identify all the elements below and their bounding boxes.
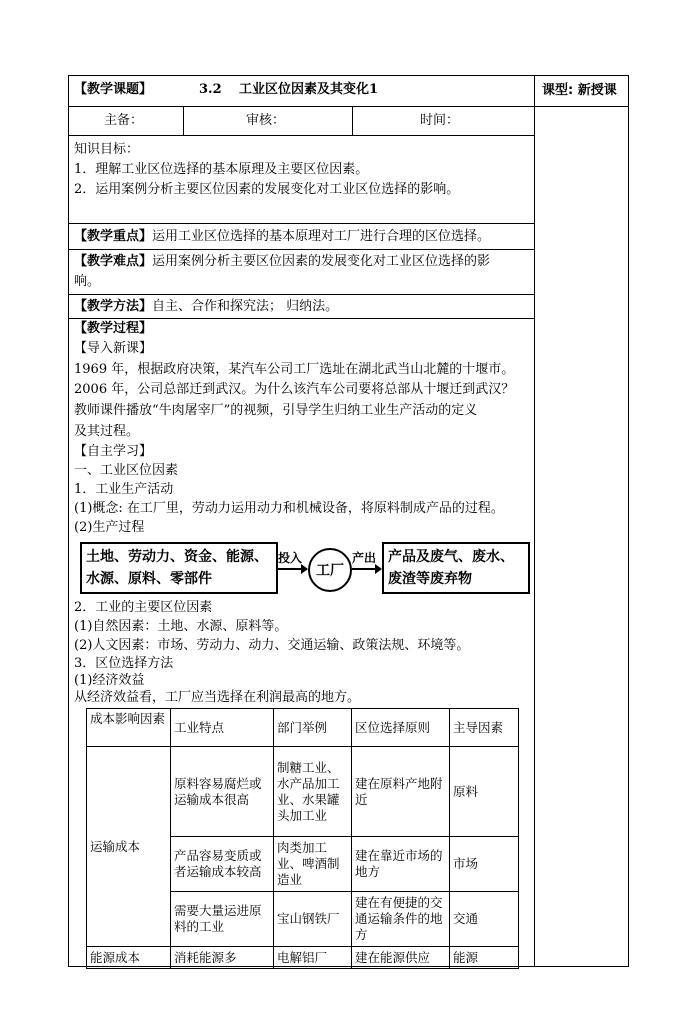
header-dominant-factor: 主导因素: [450, 709, 519, 747]
staff-col-1: [183, 106, 184, 135]
sub-3-heading: 3．区位选择方法: [74, 656, 174, 671]
output-label: 产出: [352, 551, 377, 565]
table-cell: 交通: [450, 892, 519, 947]
table-cell: 宝山钢铁厂: [274, 892, 352, 947]
method-divider: [68, 318, 535, 319]
self-study-label: 【自主学习】: [74, 444, 153, 459]
table-cell: 原料: [450, 747, 519, 837]
intro-line-3: 教师课件播放“牛肉屠宰厂”的视频，引导学生归纳工业生产活动的定义: [74, 403, 478, 418]
econ-heading: (1)经济效益: [74, 673, 145, 688]
method: [74, 298, 338, 316]
production-heading: (2)生产过程: [74, 520, 145, 535]
sub-2-heading: 2．工业的主要区位因素: [74, 600, 213, 615]
section-1-heading: 一、工业区位因素: [74, 463, 179, 478]
keypoint-divider: [68, 249, 535, 250]
outputs-box: 产品及废气、废水、废渣等废弃物: [382, 542, 530, 594]
lesson-plan-page: [68, 75, 629, 967]
header-divider: [68, 106, 628, 107]
header-industry-feature: 工业特点: [171, 709, 274, 747]
difficulty-text-1: 运用案例分析主要区位因素的发展变化对工业区位选择的影: [152, 254, 491, 269]
lesson-type: 课型: 新授课: [542, 83, 617, 98]
table-cell: 电解铝厂: [274, 947, 352, 969]
sub-1-heading: 1．工业生产活动: [74, 482, 174, 497]
table-cell: 建在能源供应: [352, 947, 450, 969]
concept-text: (1)概念: 在工厂里，劳动力运用动力和机械设备，将原料制成产品的过程。: [74, 501, 504, 516]
difficulty: [74, 253, 490, 271]
difficulty-text-2: 响。: [74, 274, 101, 289]
natural-factors: (1)自然因素：土地、水源、原料等。: [74, 619, 288, 634]
intro-label: 【导入新课】: [74, 341, 153, 356]
key-point-label: 【教学重点】: [74, 229, 153, 244]
location-factor-table: [86, 708, 519, 969]
intro-line-1: 1969 年，根据政府决策，某汽车公司工厂选址在湖北武当山北麓的十堰市。: [74, 362, 515, 377]
time: 时间：: [420, 113, 460, 128]
transport-cost-cell: 运输成本: [87, 747, 171, 947]
intro-line-2: 2006 年，公司总部迁到武汉。为什么该汽车公司要将总部从十堰迁到武汉？: [74, 382, 515, 397]
table-row: [87, 947, 519, 969]
table-cell: 市场: [450, 837, 519, 892]
objective-1: 1．理解工业区位选择的基本原理及主要区位因素。: [74, 162, 369, 177]
right-column-divider: [534, 75, 535, 966]
table-cell: 建在靠近市场的地方: [352, 837, 450, 892]
factory-circle: 工厂: [308, 548, 352, 592]
header-cost-factor: 成本影响因素: [87, 709, 171, 747]
objective-2: 2．运用案例分析主要区位因素的发展变化对工业区位选择的影响。: [74, 182, 460, 197]
method-text: 自主、合作和探究法； 归纳法。: [152, 299, 339, 314]
table-cell: 原料容易腐烂或运输成本很高: [171, 747, 274, 837]
staff-divider: [68, 135, 535, 136]
input-label: 投入: [278, 551, 303, 565]
table-cell: 需要大量运进原料的工业: [171, 892, 274, 947]
lesson-topic-label: 【教学课题】: [74, 82, 153, 97]
table-cell: 肉类加工业、啤酒制造业: [274, 837, 352, 892]
human-factors: (2)人文因素：市场、劳动力、动力、交通运输、政策法规、环境等。: [74, 638, 470, 653]
lesson-number: 3.2: [199, 82, 222, 97]
process-label: 【教学过程】: [74, 321, 153, 336]
table-cell: 能源: [450, 947, 519, 969]
output-arrow: [352, 568, 380, 570]
lesson-title: 工业区位因素及其变化1: [239, 82, 379, 97]
header-sector-example: 部门举例: [274, 709, 352, 747]
method-label: 【教学方法】: [74, 299, 153, 314]
reviewer: 审核：: [246, 113, 286, 128]
objectives-heading: 知识目标：: [74, 142, 140, 157]
staff-col-2: [352, 106, 353, 135]
table-cell: 建在有便捷的交通运输条件的地方: [352, 892, 450, 947]
econ-text: 从经济效益看，工厂应当选择在利润最高的地方。: [74, 690, 361, 705]
key-point-text: 运用工业区位选择的基本原理对工厂进行合理的区位选择。: [152, 229, 491, 244]
table-header-row: [87, 709, 519, 747]
energy-cost-cell: 能源成本: [87, 947, 171, 969]
difficulty-divider: [68, 294, 535, 295]
table-cell: 产品容易变质或者运输成本较高: [171, 837, 274, 892]
difficulty-label: 【教学难点】: [74, 254, 153, 269]
objectives-divider: [68, 223, 535, 224]
key-point: [74, 228, 490, 246]
header-location-principle: 区位选择原则: [352, 709, 450, 747]
lead-preparer: 主备：: [104, 113, 144, 128]
table-cell: 制糖工业、水产品加工业、水果罐头加工业: [274, 747, 352, 837]
input-arrow: [278, 568, 306, 570]
table-cell: 消耗能源多: [171, 947, 274, 969]
intro-line-4: 及其过程。: [74, 424, 140, 439]
inputs-box: 土地、劳动力、资金、能源、水源、原料、零部件: [80, 542, 278, 594]
table-cell: 建在原料产地附近: [352, 747, 450, 837]
table-row: [87, 747, 519, 837]
